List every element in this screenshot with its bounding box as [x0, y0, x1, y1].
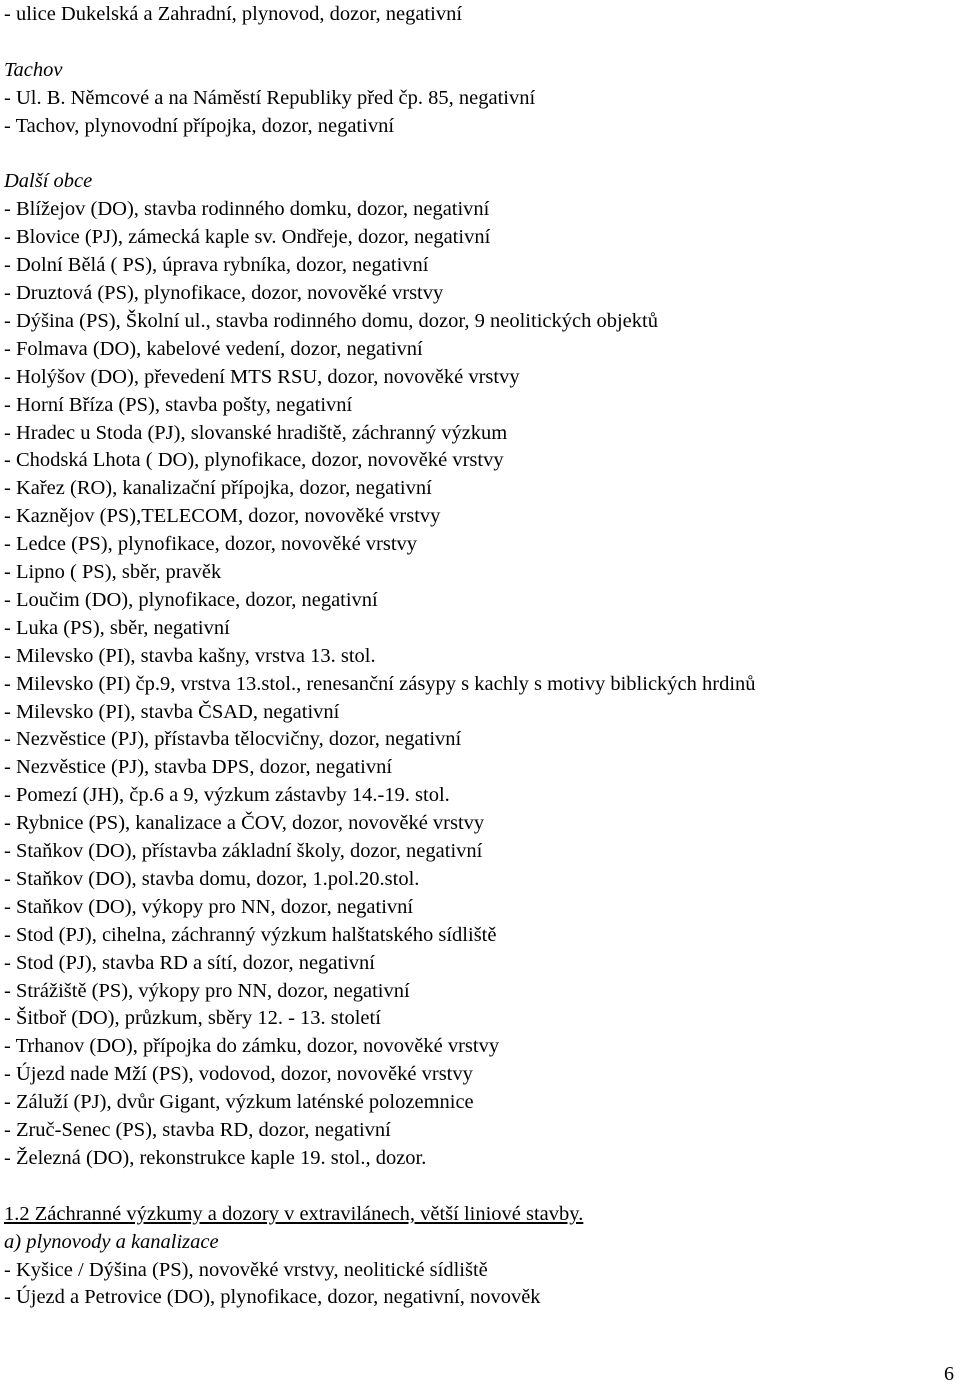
text-line: - Staňkov (DO), stavba domu, dozor, 1.pol.20.stol.: [4, 867, 420, 890]
text-line: - Kyšice / Dýšina (PS), novověké vrstvy, neolitické sídliště: [4, 1258, 488, 1281]
text-line: - Dolní Bělá ( PS), úprava rybníka, dozor, negativní: [4, 254, 429, 277]
text-line: - Nezvěstice (PJ), přístavba tělocvičny, dozor, negativní: [4, 728, 462, 751]
text-line: - Rybnice (PS), kanalizace a ČOV, dozor, novověké vrstvy: [4, 812, 485, 835]
text-line: - Milevsko (PI), stavba ČSAD, negativní: [4, 700, 340, 723]
text-line: - Kaznějov (PS),TELECOM, dozor, novověké vrstvy: [4, 505, 441, 528]
section-heading: Další obce: [4, 170, 93, 193]
text-line: - Horní Bříza (PS), stavba pošty, negativní: [4, 393, 353, 416]
text-line: - Stod (PJ), cihelna, záchranný výzkum halštatského sídliště: [4, 923, 497, 946]
text-line: - Záluží (PJ), dvůr Gigant, výzkum laténské polozemnice: [4, 1091, 474, 1114]
text-line: - Ul. B. Němcové a na Náměstí Republiky před čp. 85, negativní: [4, 86, 536, 109]
text-line: - Kařez (RO), kanalizační přípojka, dozor, negativní: [4, 477, 432, 500]
text-line: - Milevsko (PI), stavba kašny, vrstva 13. stol.: [4, 644, 376, 667]
text-line: - Tachov, plynovodní přípojka, dozor, negativní: [4, 114, 395, 137]
chapter-heading: 1.2 Záchranné výzkumy a dozory v extravilánech, větší liniové stavby.: [4, 1202, 584, 1225]
text-line: - Strážiště (PS), výkopy pro NN, dozor, negativní: [4, 979, 410, 1002]
text-line: - Lipno ( PS), sběr, pravěk: [4, 561, 222, 583]
text-line: - Zruč-Senec (PS), stavba RD, dozor, negativní: [4, 1119, 391, 1141]
text-line: - Nezvěstice (PJ), stavba DPS, dozor, negativní: [4, 756, 393, 779]
section-heading: Tachov: [4, 58, 63, 81]
text-line: - Chodská Lhota ( DO), plynofikace, dozor, novověké vrstvy: [4, 449, 504, 472]
text-line: - Pomezí (JH), čp.6 a 9, výzkum zástavby 14.-19. stol.: [4, 784, 450, 807]
text-line: - Blížejov (DO), stavba rodinného domku, dozor, negativní: [4, 198, 490, 221]
text-line: - Železná (DO), rekonstrukce kaple 19. stol., dozor.: [4, 1146, 427, 1169]
text-line: - Staňkov (DO), výkopy pro NN, dozor, negativní: [4, 895, 414, 918]
section-heading: a) plynovody a kanalizace: [4, 1230, 219, 1253]
text-line: - Loučim (DO), plynofikace, dozor, negativní: [4, 588, 378, 611]
text-line: - Ledce (PS), plynofikace, dozor, novověké vrstvy: [4, 533, 418, 556]
text-line: - ulice Dukelská a Zahradní, plynovod, dozor, negativní: [4, 3, 463, 25]
text-line: - Újezd a Petrovice (DO), plynofikace, dozor, negativní, novověk: [4, 1286, 541, 1309]
page-number: 6: [944, 1363, 954, 1385]
text-line: - Trhanov (DO), přípojka do zámku, dozor, novověké vrstvy: [4, 1035, 500, 1058]
text-line: - Holýšov (DO), převedení MTS RSU, dozor, novověké vrstvy: [4, 365, 520, 388]
text-line: - Folmava (DO), kabelové vedení, dozor, negativní: [4, 337, 423, 360]
text-line: - Dýšina (PS), Školní ul., stavba rodinného domu, dozor, 9 neolitických objektů: [4, 309, 658, 332]
text-line: - Hradec u Stoda (PJ), slovanské hradiště, záchranný výzkum: [4, 421, 508, 444]
text-line: - Újezd nade Mží (PS), vodovod, dozor, novověké vrstvy: [4, 1063, 473, 1086]
text-line: - Blovice (PJ), zámecká kaple sv. Ondřeje, dozor, negativní: [4, 226, 491, 249]
text-line: - Stod (PJ), stavba RD a sítí, dozor, negativní: [4, 951, 375, 974]
text-line: - Luka (PS), sběr, negativní: [4, 616, 230, 639]
text-line: - Druztová (PS), plynofikace, dozor, novověké vrstvy: [4, 282, 444, 304]
text-line: - Staňkov (DO), přístavba základní školy, dozor, negativní: [4, 840, 483, 862]
text-line: - Šitboř (DO), průzkum, sběry 12. - 13. století: [4, 1007, 381, 1030]
text-line: - Milevsko (PI) čp.9, vrstva 13.stol., renesanční zásypy s kachly s motivy biblických hrdinů: [4, 672, 756, 695]
